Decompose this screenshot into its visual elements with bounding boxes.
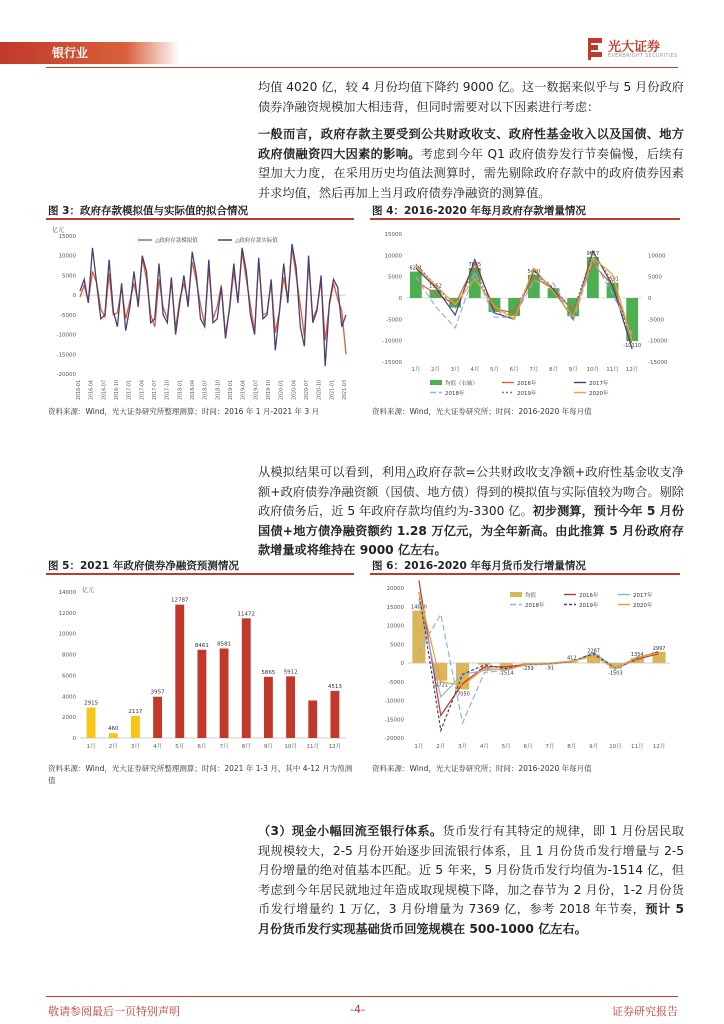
fig6-ytick-5: -5000 (388, 679, 404, 686)
fig6-bar-label-1: -4721 (433, 682, 449, 689)
fig6-bar-label-7: 412 (566, 655, 577, 662)
fig3-title: 图 3：政府存款模拟值与实际值的拟合情况 (48, 205, 248, 217)
fig5-chart (46, 578, 356, 760)
fig5-rule (46, 573, 354, 575)
fig6-legend-label-3: 2018年 (525, 603, 545, 609)
fig5-bar-9 (286, 676, 295, 738)
section-tag: 银行业 (0, 42, 180, 64)
fig4-bar-label-10: 3591 (606, 276, 619, 283)
header-divider (46, 67, 678, 68)
fig5-bar-2 (131, 716, 140, 738)
fig3-xtick-18: 2020-07 (305, 380, 310, 401)
fig3-xtick-20: 2021-01 (330, 380, 336, 401)
fig6-legend-label-0: 均值 (525, 593, 537, 599)
footer-divider (46, 996, 678, 997)
fig4-xtick-3: 4月 (470, 367, 480, 373)
fig6-xtick-8: 9月 (589, 744, 599, 750)
fig3-rule (46, 218, 354, 220)
fig6-bar-label-2: -7050 (455, 691, 470, 698)
fig3-ytick-6: -15000 (56, 352, 76, 359)
brand-logo-icon (586, 36, 604, 62)
paragraph-2-rest: 考虑到今年 Q1 政府债券发行节奏偏慢，后续有望加大力度，在采用历史均值法测算时，需先剔除政府存款中的政府债券因素并求均值，然后再加上当月政府债券净融资的测算值。 (258, 146, 684, 200)
brand-subtitle: EVERBRIGHT SECURITIES (608, 53, 678, 59)
fig3-ytick-5: -10000 (56, 332, 76, 339)
fig5-bar-0 (87, 708, 96, 738)
fig4-legend-label-2: 2017年 (589, 381, 609, 387)
fig6-series-line-0 (419, 581, 659, 716)
fig4-legend-label-4: 2019年 (517, 391, 537, 397)
fig3-ytick-3: 0 (72, 293, 76, 300)
fig6-rule (370, 573, 680, 575)
fig3-xtick-14: 2019-07 (254, 380, 260, 401)
fig3-xtick-0: 2016-01 (77, 380, 82, 401)
fig5-bar-label-6: 8581 (217, 641, 232, 648)
fig5-bar-1 (109, 733, 118, 738)
fig4-bar-label-11: -10110 (623, 343, 642, 350)
paragraph-3 (258, 463, 684, 561)
fig5-xtick-6: 7月 (219, 744, 229, 750)
fig6-ytick-1: 15000 (386, 604, 404, 611)
fig4-bar-0 (410, 272, 422, 298)
fig5-xtick-3: 4月 (153, 744, 163, 750)
fig4-xtick-10: 11月 (606, 367, 619, 373)
fig5-bar-label-4: 12787 (171, 597, 189, 604)
fig4-xtick-1: 2月 (431, 367, 440, 373)
fig4-xtick-11: 12月 (625, 367, 639, 373)
fig3-ytick-0: 15000 (58, 234, 76, 240)
fig6-title: 图 6：2016-2020 年每月货币发行增量情况 (372, 560, 586, 572)
fig5-xtick-2: 3月 (130, 744, 140, 750)
fig6-xtick-9: 10月 (609, 744, 622, 750)
fig6-bar-label-8: 2287 (587, 648, 600, 655)
fig3-xtick-17: 2020-04 (292, 380, 298, 401)
fig6-xtick-1: 2月 (436, 744, 446, 750)
fig4-xtick-4: 5月 (490, 367, 499, 373)
fig6-bar-label-6: -91 (545, 665, 555, 672)
fig3-chart (46, 222, 356, 404)
fig5-ytick-4: 6000 (62, 673, 76, 680)
paragraph-4-conclusion: 预计 5 月份货币发行实现基础货币回笼规模在 500-1000 亿左右。 (258, 902, 684, 936)
fig6-bar-label-4: -1514 (498, 670, 514, 677)
fig4-xtick-9: 10月 (586, 367, 600, 373)
paragraph-2 (258, 125, 684, 203)
fig4-xtick-0: 1月 (411, 367, 421, 373)
paragraph-3-bold: 初步测算，预计今年 5 月份国债+地方债净融资额约 1.28 万亿元，为全年新高。由此推算 5 月份政府存款增量或将维持在 9000 亿左右。 (258, 504, 684, 557)
fig6-ytick-4: 0 (400, 661, 404, 667)
fig4-ytick-right-5: -15000 (648, 360, 668, 366)
fig5-bar-label-3: 3957 (150, 689, 165, 696)
fig5-bar-label-11: 4513 (327, 683, 342, 690)
fig4-ytick-left-5: -10000 (382, 338, 402, 345)
fig5-ytick-3: 8000 (62, 652, 76, 659)
fig5-bar-10 (308, 700, 317, 738)
fig5-xtick-10: 11月 (306, 744, 319, 750)
fig3-ytick-1: 10000 (58, 253, 76, 260)
fig3-xtick-12: 2019-01 (229, 380, 234, 401)
fig5-y-unit: 亿元 (82, 587, 95, 594)
fig4-legend-label-0: 均值（右轴） (445, 381, 479, 387)
fig5-bar-3 (153, 697, 162, 738)
fig3-xtick-5: 2017-04 (140, 380, 146, 401)
fig5-ytick-1: 12000 (58, 610, 76, 617)
fig6-bar-label-0: 14000 (410, 604, 427, 611)
fig4-ytick-right-3: -5000 (648, 317, 664, 324)
fig4-ytick-left-4: -5000 (386, 317, 402, 324)
fig4-ytick-right-0: 10000 (648, 253, 666, 260)
paragraph-4-heading: （3）现金小幅回流至银行体系。 (258, 824, 443, 838)
fig4-ytick-left-3: 0 (398, 296, 402, 302)
fig4-bar-label-1: 1952 (429, 283, 442, 290)
fig5-bar-label-0: 2915 (84, 700, 99, 707)
fig5-bar-label-2: 2117 (128, 708, 143, 715)
fig5-bar-label-7: 11472 (237, 611, 255, 618)
fig3-xtick-13: 2019-04 (241, 380, 247, 401)
fig3-legend-label-1: △政府存款实际值 (235, 238, 278, 244)
fig4-xtick-2: 3月 (450, 367, 460, 373)
fig6-xtick-3: 4月 (479, 744, 489, 750)
fig6-legend-label-4: 2019年 (579, 603, 599, 609)
fig3-xtick-19: 2020-10 (317, 380, 323, 401)
fig6-ytick-8: -20000 (384, 736, 404, 742)
fig4-bar-label-6: 5430 (527, 268, 541, 275)
fig5-xtick-4: 5月 (175, 744, 185, 750)
fig6-chart (370, 578, 680, 760)
page-number: -4- (350, 1003, 365, 1016)
fig6-xtick-7: 8月 (567, 744, 577, 750)
fig6-xtick-6: 7月 (545, 744, 555, 750)
fig6-xtick-4: 5月 (501, 744, 511, 750)
fig5-bar-6 (220, 649, 229, 738)
fig5-ytick-5: 4000 (62, 694, 76, 701)
fig3-xtick-7: 2017-10 (165, 380, 171, 401)
fig4-rule (370, 218, 680, 220)
fig3-xtick-6: 2017-07 (153, 380, 158, 401)
fig4-chart (370, 222, 680, 404)
fig6-ytick-7: -15000 (384, 717, 404, 724)
fig4-legend-swatch-0 (430, 380, 442, 385)
fig4-xtick-8: 9月 (568, 367, 578, 373)
fig6-xtick-5: 6月 (523, 744, 533, 750)
footer-disclaimer: 敬请参阅最后一页特别声明 (48, 1005, 180, 1018)
fig4-bar-label-9: 9617 (586, 250, 600, 257)
fig6-legend-swatch-0 (510, 592, 522, 597)
fig4-ytick-left-0: 15000 (384, 232, 402, 238)
fig5-xtick-5: 6月 (197, 744, 207, 750)
fig4-xtick-7: 8月 (549, 367, 558, 373)
fig5-bar-label-9: 5912 (283, 669, 298, 676)
fig3-series-line-1 (80, 244, 346, 366)
fig3-xtick-21: 2021-03 (343, 380, 348, 401)
fig3-xtick-10: 2018-07 (203, 380, 209, 401)
fig6-series-line-2 (419, 614, 659, 723)
fig5-bar-11 (330, 691, 339, 738)
fig3-xtick-15: 2019-10 (267, 380, 272, 401)
fig3-xtick-4: 2017-01 (127, 380, 133, 401)
fig3-xtick-11: 2018-10 (216, 380, 222, 401)
fig5-xtick-9: 10月 (284, 744, 297, 750)
fig3-xtick-16: 2020-01 (279, 380, 285, 401)
fig5-bar-5 (197, 650, 206, 738)
fig4-xtick-6: 7月 (529, 367, 539, 373)
fig4-ytick-right-1: 5000 (648, 274, 662, 281)
fig6-bar-label-5: -259 (522, 665, 534, 672)
fig5-source: 资料来源：Wind，光大证券研究所整理测算；时间：2021 年 1-3 月，其中 4-12 月为预测值 (48, 764, 353, 785)
fig6-ytick-6: -10000 (384, 698, 404, 705)
fig6-legend-label-1: 2016年 (579, 593, 599, 599)
fig6-bar-label-9: -1503 (608, 670, 623, 677)
fig5-title: 图 5：2021 年政府债券净融资预测情况 (48, 560, 239, 572)
fig6-bar-label-11: 2997 (652, 645, 666, 652)
fig3-xtick-3: 2016-10 (115, 380, 120, 401)
fig4-bar-label-3: 7045 (468, 261, 482, 268)
fig3-ytick-7: -20000 (56, 372, 76, 378)
fig3-xtick-9: 2018-04 (191, 380, 196, 401)
paragraph-4-text: 货币发行有其特定的规律，即 1 月份居民取现规模较大，2-5 月份开始逐步回流银行体系，且 1 月份货币发行增量与 2-5 月份增量的绝对值基本匹配。近 5 年来，5 月份货币发行均值为-1514 亿，但考虑到今年居民就地过年造成取现规模下降，加之春节为 2 月份，1-2 月份货币发行增量约 1 万亿，3 月份增量为 7369 亿，参考 2018 年节奏， (258, 824, 684, 916)
paragraph-2-bold: 一般而言，政府存款主要受到公共财政收支、政府性基金收入以及国债、地方政府债融资四大因素的影响。 (258, 127, 684, 161)
fig4-title: 图 4：2016-2020 年每月政府存款增量情况 (372, 205, 586, 217)
fig3-ytick-4: -5000 (60, 312, 76, 319)
footer-report-type: 证券研究报告 (612, 1005, 678, 1018)
fig4-ytick-right-2: 0 (648, 296, 652, 302)
fig3-xtick-8: 2018-01 (178, 380, 184, 401)
fig3-source: 资料来源：Wind，光大证券研究所整理测算；时间：2016 年 1 月-2021 年 3 月 (48, 407, 320, 416)
fig4-legend-label-1: 2016年 (517, 381, 537, 387)
paragraph-1: 均值 4020 亿，较 4 月份均值下降约 9000 亿。这一数据来似乎与 5 月份政府债券净融资规模加大相违背，但同时需要对以下因素进行考虑： (258, 80, 684, 114)
fig4-source: 资料来源：Wind，光大证券研究所；时间：2016-2020 年每月值 (372, 407, 592, 416)
fig3-xtick-2: 2016-07 (102, 380, 108, 401)
fig5-bar-label-5: 8461 (194, 642, 209, 649)
fig6-xtick-10: 11月 (631, 744, 644, 750)
fig4-legend-label-3: 2018年 (445, 391, 465, 397)
fig5-xtick-1: 2月 (108, 744, 118, 750)
fig6-bar-3 (478, 663, 491, 665)
fig6-bar-label-3: -448 (478, 666, 491, 673)
fig6-source: 资料来源：Wind，光大证券研究所；时间：2016-2020 年每月值 (372, 764, 592, 773)
fig6-xtick-0: 1月 (414, 744, 424, 750)
brand-name: 光大证券 (608, 40, 661, 55)
fig5-xtick-8: 9月 (263, 744, 273, 750)
fig5-ytick-0: 14000 (58, 590, 76, 596)
fig4-ytick-left-2: 5000 (388, 274, 402, 281)
fig6-xtick-2: 3月 (458, 744, 468, 750)
fig5-bar-7 (242, 618, 251, 738)
fig5-bar-label-8: 5865 (261, 669, 276, 676)
fig4-legend-label-5: 2020年 (589, 391, 609, 397)
fig4-bar-label-0: 6201 (409, 265, 423, 272)
fig6-series-line-3 (419, 592, 659, 731)
fig4-ytick-right-4: -10000 (648, 338, 668, 345)
fig3-ytick-2: 5000 (62, 273, 76, 280)
fig4-ytick-left-6: -15000 (382, 360, 402, 366)
fig5-bar-label-1: 460 (108, 726, 119, 733)
fig6-legend-label-5: 2020年 (633, 603, 653, 609)
paragraph-3-text: 从模拟结果可以看到，利用△政府存款=公共财政收支净额+政府性基金收支净额+政府债券净融资额（国债、地方债）得到的模拟值与实际值较为吻合。剔除政府债务后，近 5 年政府存款均值约为-3300 亿。 (258, 465, 684, 518)
fig6-ytick-3: 5000 (390, 642, 404, 649)
fig5-ytick-6: 2000 (62, 715, 76, 722)
fig3-legend-label-0: △政府存款模拟值 (155, 238, 198, 244)
fig6-bar-label-10: 1354 (630, 651, 644, 658)
fig6-xtick-11: 12月 (652, 744, 666, 750)
fig6-legend-label-2: 2017年 (633, 593, 653, 599)
paragraph-4 (258, 822, 684, 939)
fig4-xtick-5: 6月 (509, 367, 519, 373)
fig5-ytick-2: 10000 (58, 631, 76, 638)
fig5-ytick-7: 0 (72, 736, 76, 742)
fig6-ytick-0: 20000 (386, 586, 404, 592)
fig5-xtick-7: 8月 (241, 744, 251, 750)
fig3-xtick-1: 2016-04 (89, 380, 95, 401)
fig5-xtick-0: 1月 (86, 744, 96, 750)
fig6-ytick-2: 10000 (386, 623, 404, 630)
fig5-xtick-11: 12月 (328, 744, 342, 750)
fig4-ytick-left-1: 10000 (384, 253, 402, 260)
fig3-y-unit: 亿元 (52, 227, 65, 234)
fig5-bar-8 (264, 677, 273, 738)
fig5-bar-4 (175, 605, 184, 738)
